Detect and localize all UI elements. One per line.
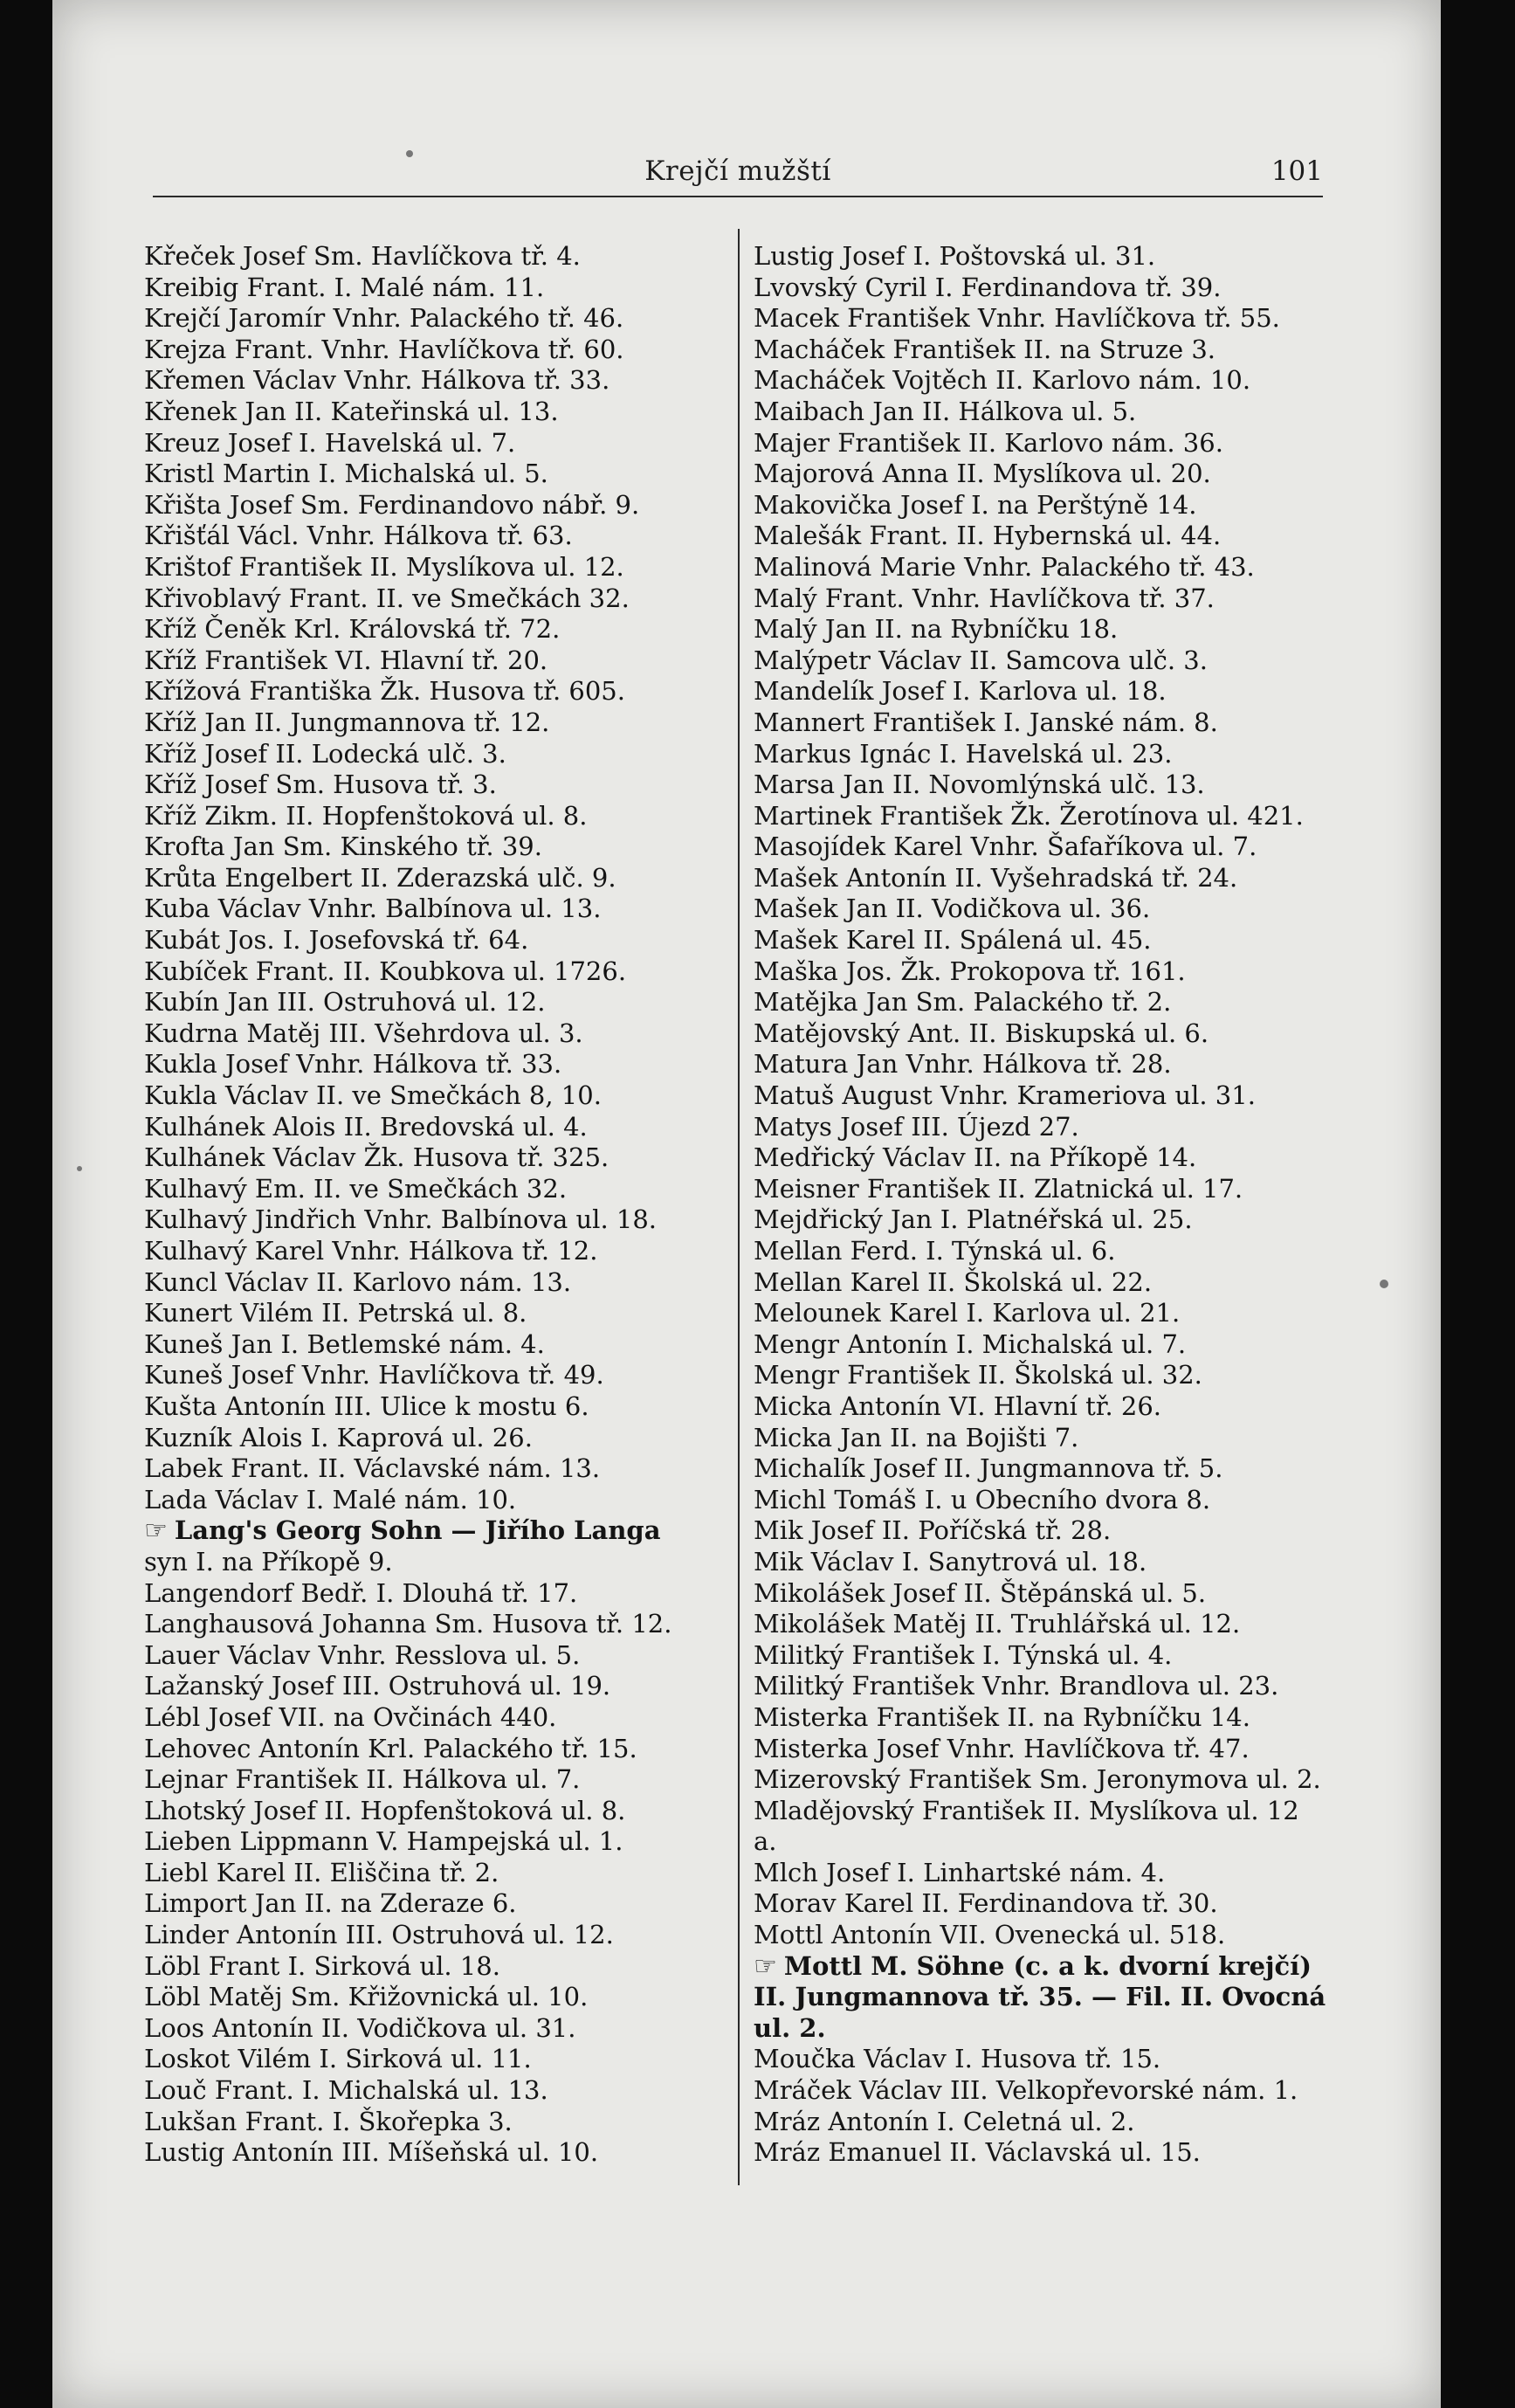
entry-text: Lada Václav I. Malé nám. 10. [144, 1484, 517, 1514]
entry-text: Malinová Marie Vnhr. Palackého tř. 43. [754, 551, 1255, 582]
directory-entry [754, 397, 1330, 428]
directory-entry [754, 801, 1330, 832]
entry-text: Kukla Josef Vnhr. Hálkova tř. 33. [144, 1049, 562, 1080]
directory-entry [144, 1485, 720, 1516]
directory-entry [754, 365, 1330, 397]
entry-text: Loos Antonín II. Vodičkova ul. 31. [144, 2012, 576, 2043]
directory-entry [144, 739, 720, 770]
entry-text: Labek Frant. II. Václavské nám. 13. [144, 1453, 601, 1484]
entry-text: Kříž Josef Sm. Husova tř. 3. [144, 769, 497, 800]
directory-entry [144, 956, 720, 988]
directory-entry [754, 863, 1330, 894]
entry-text: Kulhánek Alois II. Bredovská ul. 4. [144, 1111, 588, 1142]
directory-entry [144, 1049, 720, 1080]
entry-text: Majorová Anna II. Myslíkova ul. 20. [754, 459, 1211, 489]
directory-entry [144, 241, 720, 273]
directory-entry [754, 1796, 1330, 1858]
entry-text: Krofta Jan Sm. Kinského tř. 39. [144, 831, 542, 862]
directory-entry [144, 1267, 720, 1299]
entry-text: Micka Jan II. na Bojišti 7. [754, 1422, 1079, 1452]
directory-entry [144, 459, 720, 490]
entry-text: Matějka Jan Sm. Palackého tř. 2. [754, 987, 1172, 1018]
directory-entry [754, 459, 1330, 490]
directory-entry [144, 987, 720, 1018]
entry-text: Misterka Josef Vnhr. Havlíčkova tř. 47. [754, 1733, 1250, 1763]
entry-text: Limport Jan II. na Zderaze 6. [144, 1888, 517, 1919]
entry-text: Mladějovský František II. Myslíkova ul. 12 a. [754, 1795, 1299, 1857]
entry-text: Lébl Josef VII. na Ovčinách 440. [144, 1701, 557, 1732]
entry-text: Lejnar František II. Hálkova ul. 7. [144, 1764, 581, 1795]
directory-entry [754, 1920, 1330, 1951]
directory-entry [144, 1547, 720, 1578]
entry-text: syn I. na Příkopě 9. [144, 1546, 393, 1577]
entry-text: Kříž František VI. Hlavní tř. 20. [144, 645, 548, 675]
directory-entry [754, 1734, 1330, 1765]
directory-entry [754, 1888, 1330, 1920]
entry-text: Meisner František II. Zlatnická ul. 17. [754, 1173, 1243, 1204]
directory-entry [754, 1329, 1330, 1361]
entry-text: Kreibig Frant. I. Malé nám. 11. [144, 272, 545, 302]
entry-text: Mellan Karel II. Školská ul. 22. [754, 1266, 1153, 1297]
entry-text: Malý Frant. Vnhr. Havlíčkova tř. 37. [754, 583, 1215, 613]
entry-text: Lažanský Josef III. Ostruhová ul. 19. [144, 1671, 611, 1701]
entry-text: Křišta Josef Sm. Ferdinandovo nábř. 9. [144, 489, 640, 520]
directory-entry [754, 1485, 1330, 1516]
entry-text: Lang's Georg Sohn — Jiřího Langa [174, 1515, 661, 1546]
print-speck [77, 1166, 82, 1171]
entry-text: Michl Tomáš I. u Obecního dvora 8. [754, 1484, 1211, 1514]
entry-text: Kubín Jan III. Ostruhová ul. 12. [144, 987, 546, 1018]
entry-text: Lustig Antonín III. Míšeňská ul. 10. [144, 2137, 599, 2168]
directory-entry [144, 397, 720, 428]
entry-text: Křížová Františka Žk. Husova tř. 605. [144, 676, 625, 707]
directory-entry [144, 1796, 720, 1827]
directory-entry [754, 1360, 1330, 1391]
directory-entry [754, 2044, 1330, 2075]
directory-entry [144, 1174, 720, 1205]
entry-text: Kulhavý Jindřich Vnhr. Balbínova ul. 18. [144, 1204, 658, 1235]
directory-entry [754, 1515, 1330, 1547]
entry-text: Malý Jan II. na Rybníčku 18. [754, 614, 1119, 645]
directory-entry [144, 925, 720, 956]
directory-entry [144, 1888, 720, 1920]
entry-text: Krůta Engelbert II. Zderazská ulč. 9. [144, 862, 616, 893]
entry-text: Mengr František II. Školská ul. 32. [754, 1360, 1202, 1390]
directory-entry [144, 583, 720, 615]
directory-entry [754, 894, 1330, 925]
directory-entry [144, 707, 720, 739]
directory-entry [144, 1982, 720, 2013]
directory-entry [754, 2107, 1330, 2138]
header-rule [153, 196, 1323, 197]
entry-text: Morav Karel II. Ferdinandova tř. 30. [754, 1888, 1218, 1919]
directory-entry [144, 428, 720, 459]
entry-text: Krejza Frant. Vnhr. Havlíčkova tř. 60. [144, 334, 624, 364]
entry-text: Lustig Josef I. Poštovská ul. 31. [754, 241, 1156, 271]
entry-text: Martinek František Žk. Žerotínova ul. 421. [754, 800, 1304, 831]
directory-entry [754, 241, 1330, 273]
entry-text: Kudrna Matěj III. Všehrdova ul. 3. [144, 1018, 583, 1048]
directory-entry [144, 1764, 720, 1796]
page-number: 101 [1271, 155, 1323, 187]
directory-entry [144, 1142, 720, 1174]
entry-text: Mottl M. Söhne (c. a k. dvorní krejčí) II. Jungmannova tř. 35. — Fil. II. Ovocná ul. 2. [754, 1950, 1326, 2043]
directory-entry [144, 1329, 720, 1361]
directory-entry [144, 1578, 720, 1610]
entry-text: Liebl Karel II. Eliščina tř. 2. [144, 1857, 499, 1887]
entry-text: Misterka František II. na Rybníčku 14. [754, 1701, 1250, 1732]
entry-text: Malýpetr Václav II. Samcova ulč. 3. [754, 645, 1208, 675]
entry-text: Matys Josef III. Újezd 27. [754, 1111, 1079, 1142]
directory-entry [754, 1391, 1330, 1423]
entry-text: Langendorf Bedř. I. Dlouhá tř. 17. [144, 1577, 578, 1608]
entry-text: Mengr Antonín I. Michalská ul. 7. [754, 1328, 1187, 1359]
entry-text: Kubát Jos. I. Josefovská tř. 64. [144, 925, 529, 956]
entry-text: Macháček František II. na Struze 3. [754, 334, 1216, 364]
entry-text: Maibach Jan II. Hálkova ul. 5. [754, 396, 1137, 426]
entry-text: Marsa Jan II. Novomlýnská ulč. 13. [754, 769, 1205, 800]
directory-entry [754, 1951, 1330, 2045]
entry-text: Mik Josef II. Poříčská tř. 28. [754, 1515, 1112, 1546]
directory-entry [754, 1080, 1330, 1112]
directory-entry [754, 1142, 1330, 1174]
entry-text: Medřický Václav II. na Příkopě 14. [754, 1142, 1197, 1173]
directory-entry [144, 365, 720, 397]
entry-text: Křišťál Václ. Vnhr. Hálkova tř. 63. [144, 521, 573, 551]
entry-text: Kuba Václav Vnhr. Balbínova ul. 13. [144, 894, 602, 924]
entry-text: Maška Jos. Žk. Prokopova tř. 161. [754, 956, 1186, 986]
directory-entry [144, 521, 720, 552]
entry-text: Masojídek Karel Vnhr. Šafaříkova ul. 7. [754, 831, 1257, 862]
directory-entry [144, 1702, 720, 1734]
entry-text: Michalík Josef II. Jungmannova tř. 5. [754, 1453, 1223, 1484]
entry-text: Matějovský Ant. II. Biskupská ul. 6. [754, 1018, 1209, 1048]
directory-entry [144, 1423, 720, 1454]
directory-entry [144, 1734, 720, 1765]
entry-text: Kříž Josef II. Lodecká ulč. 3. [144, 738, 506, 769]
directory-entry [144, 1515, 720, 1547]
directory-entry [754, 583, 1330, 615]
directory-entry [754, 769, 1330, 801]
directory-entry [754, 739, 1330, 770]
entry-text: Lehovec Antonín Krl. Palackého tř. 15. [144, 1733, 637, 1763]
directory-entry [144, 863, 720, 894]
directory-entry [144, 2075, 720, 2107]
directory-entry [144, 1236, 720, 1267]
directory-entry [754, 335, 1330, 366]
entry-text: Markus Ignác I. Havelská ul. 23. [754, 738, 1173, 769]
directory-entry [144, 645, 720, 677]
directory-entry [144, 614, 720, 645]
entry-text: Mizerovský František Sm. Jeronymova ul. 2. [754, 1764, 1321, 1795]
directory-entry [144, 490, 720, 521]
entry-text: Lukšan Frant. I. Škořepka 3. [144, 2106, 513, 2136]
directory-entry [754, 1174, 1330, 1205]
entry-text: Micka Antonín VI. Hlavní tř. 26. [754, 1390, 1162, 1421]
entry-text: Löbl Matěj Sm. Křižovnická ul. 10. [144, 1982, 589, 2012]
directory-entry [144, 2013, 720, 2045]
directory-entry [754, 614, 1330, 645]
directory-entry [754, 428, 1330, 459]
directory-entry [754, 2075, 1330, 2107]
entry-text: Mráz Antonín I. Celetná ul. 2. [754, 2106, 1135, 2136]
directory-entry [754, 303, 1330, 335]
entry-text: Krejčí Jaromír Vnhr. Palackého tř. 46. [144, 303, 624, 334]
entry-text: Kříž Jan II. Jungmannova tř. 12. [144, 707, 550, 737]
left-column [144, 241, 720, 2169]
entry-text: Matuš August Vnhr. Krameriova ul. 31. [754, 1080, 1256, 1111]
entry-text: Malešák Frant. II. Hybernská ul. 44. [754, 521, 1222, 551]
entry-text: Moučka Václav I. Husova tř. 15. [754, 2044, 1161, 2074]
directory-entry [144, 1112, 720, 1143]
directory-entry [144, 2137, 720, 2169]
directory-entry [754, 1609, 1330, 1640]
directory-entry [144, 1671, 720, 1702]
entry-text: Křemen Václav Vnhr. Hálkova tř. 33. [144, 365, 610, 396]
directory-entry [144, 273, 720, 304]
entry-text: Kristl Martin I. Michalská ul. 5. [144, 459, 548, 489]
directory-entry [754, 1671, 1330, 1702]
entry-text: Macháček Vojtěch II. Karlovo nám. 10. [754, 365, 1251, 396]
entry-text: Mašek Jan II. Vodičkova ul. 36. [754, 894, 1151, 924]
directory-entry [144, 894, 720, 925]
entry-text: Macek František Vnhr. Havlíčkova tř. 55. [754, 303, 1280, 334]
column-divider [738, 229, 740, 2185]
right-column [754, 241, 1330, 2169]
entry-text: Mráz Emanuel II. Václavská ul. 15. [754, 2137, 1201, 2168]
entry-text: Matura Jan Vnhr. Hálkova tř. 28. [754, 1049, 1172, 1080]
directory-entry [144, 831, 720, 863]
entry-text: Kušta Antonín III. Ulice k mostu 6. [144, 1390, 589, 1421]
directory-entry [144, 1080, 720, 1112]
entry-text: Křivoblavý Frant. II. ve Smečkách 32. [144, 583, 630, 613]
directory-entry [754, 1640, 1330, 1672]
directory-entry [144, 303, 720, 335]
directory-entry [144, 1391, 720, 1423]
directory-entry [754, 1858, 1330, 1889]
directory-entry [144, 1204, 720, 1236]
entry-text: Mellan Ferd. I. Týnská ul. 6. [754, 1236, 1116, 1266]
directory-entry [144, 2107, 720, 2138]
entry-text: Kunert Vilém II. Petrská ul. 8. [144, 1298, 527, 1328]
directory-entry [754, 1049, 1330, 1080]
entry-text: Kukla Václav II. ve Smečkách 8, 10. [144, 1080, 602, 1111]
directory-entry [754, 1204, 1330, 1236]
entry-text: Křenek Jan II. Kateřinská ul. 13. [144, 396, 559, 426]
directory-entry [754, 1112, 1330, 1143]
directory-entry [144, 801, 720, 832]
directory-entry [144, 1360, 720, 1391]
directory-entry [144, 2044, 720, 2075]
directory-entry [144, 1640, 720, 1672]
entry-text: Křeček Josef Sm. Havlíčkova tř. 4. [144, 241, 581, 271]
entry-text: Louč Frant. I. Michalská ul. 13. [144, 2075, 548, 2106]
entry-text: Mlch Josef I. Linhartské nám. 4. [754, 1857, 1166, 1887]
entry-text: Mikolášek Matěj II. Truhlářská ul. 12. [754, 1609, 1241, 1639]
page-title: Krejčí mužští [644, 155, 831, 187]
directory-entry [144, 335, 720, 366]
entry-text: Kříž Čeněk Krl. Královská tř. 72. [144, 614, 561, 645]
entry-text: Mannert František I. Janské nám. 8. [754, 707, 1218, 737]
directory-entry [144, 552, 720, 583]
entry-text: Kubíček Frant. II. Koubkova ul. 1726. [144, 956, 627, 986]
directory-entry [754, 490, 1330, 521]
directory-entry [754, 1236, 1330, 1267]
entry-text: Militký František Vnhr. Brandlova ul. 23. [754, 1671, 1279, 1701]
entry-text: Kuncl Václav II. Karlovo nám. 13. [144, 1266, 572, 1297]
directory-entry [144, 1018, 720, 1050]
directory-entry [754, 1267, 1330, 1299]
directory-entry [144, 1858, 720, 1889]
directory-entry [754, 956, 1330, 988]
print-speck [1380, 1280, 1388, 1288]
entry-text: Kulhavý Em. II. ve Smečkách 32. [144, 1173, 568, 1204]
directory-entry [754, 521, 1330, 552]
pointing-hand-icon: ☞ [754, 1950, 777, 1982]
directory-entry [754, 273, 1330, 304]
directory-entry [754, 1578, 1330, 1610]
directory-entry [754, 645, 1330, 677]
directory-entry [144, 1609, 720, 1640]
directory-entry [754, 1018, 1330, 1050]
entry-text: Mašek Antonín II. Vyšehradská tř. 24. [754, 862, 1238, 893]
entry-text: Mottl Antonín VII. Ovenecká ul. 518. [754, 1920, 1226, 1950]
entry-text: Mejdřický Jan I. Platnéřská ul. 25. [754, 1204, 1193, 1235]
entry-text: Langhausová Johanna Sm. Husova tř. 12. [144, 1609, 672, 1639]
directory-entry [144, 769, 720, 801]
entry-text: Kříž Zikm. II. Hopfenštoková ul. 8. [144, 800, 588, 831]
entry-text: Lvovský Cyril I. Ferdinandova tř. 39. [754, 272, 1222, 302]
entry-text: Mik Václav I. Sanytrová ul. 18. [754, 1546, 1147, 1577]
entry-text: Kulhánek Václav Žk. Husova tř. 325. [144, 1142, 609, 1173]
entry-text: Loskot Vilém I. Sirková ul. 11. [144, 2044, 532, 2074]
entry-text: Mikolášek Josef II. Štěpánská ul. 5. [754, 1577, 1207, 1608]
entry-text: Makovička Josef I. na Perštýně 14. [754, 489, 1197, 520]
directory-entry [144, 676, 720, 707]
directory-entry [754, 552, 1330, 583]
entry-text: Kulhavý Karel Vnhr. Hálkova tř. 12. [144, 1236, 598, 1266]
entry-text: Löbl Frant I. Sirková ul. 18. [144, 1950, 500, 1981]
directory-entry [754, 1764, 1330, 1796]
directory-entry [754, 987, 1330, 1018]
directory-entry [754, 1702, 1330, 1734]
entry-text: Majer František II. Karlovo nám. 36. [754, 427, 1223, 458]
pointing-hand-icon: ☞ [144, 1515, 168, 1547]
directory-entry [754, 2137, 1330, 2169]
entry-text: Kuzník Alois I. Kaprová ul. 26. [144, 1422, 533, 1452]
directory-entry [754, 1298, 1330, 1329]
directory-entry [754, 1423, 1330, 1454]
entry-text: Mráček Václav III. Velkopřevorské nám. 1. [754, 2075, 1298, 2106]
entry-text: Kreuz Josef I. Havelská ul. 7. [144, 427, 516, 458]
entry-text: Kuneš Josef Vnhr. Havlíčkova tř. 49. [144, 1360, 604, 1390]
directory-entry [144, 1826, 720, 1858]
entry-text: Krištof František II. Myslíkova ul. 12. [144, 551, 624, 582]
entry-text: Melounek Karel I. Karlova ul. 21. [754, 1298, 1181, 1328]
directory-entry [754, 707, 1330, 739]
directory-entry [754, 925, 1330, 956]
directory-entry [144, 1298, 720, 1329]
entry-text: Lhotský Josef II. Hopfenštoková ul. 8. [144, 1795, 626, 1825]
entry-text: Mašek Karel II. Spálená ul. 45. [754, 925, 1152, 956]
page-header [153, 147, 1323, 199]
directory-entry [754, 1453, 1330, 1485]
directory-entry [144, 1920, 720, 1951]
directory-entry [144, 1951, 720, 1983]
directory-entry [144, 1453, 720, 1485]
entry-text: Lauer Václav Vnhr. Resslova ul. 5. [144, 1639, 581, 1670]
directory-entry [754, 676, 1330, 707]
entry-text: Mandelík Josef I. Karlova ul. 18. [754, 676, 1167, 707]
entry-text: Lieben Lippmann V. Hampejská ul. 1. [144, 1826, 623, 1857]
directory-entry [754, 1547, 1330, 1578]
entry-text: Militký František I. Týnská ul. 4. [754, 1639, 1173, 1670]
directory-entry [754, 831, 1330, 863]
entry-text: Linder Antonín III. Ostruhová ul. 12. [144, 1920, 614, 1950]
entry-text: Kuneš Jan I. Betlemské nám. 4. [144, 1328, 545, 1359]
